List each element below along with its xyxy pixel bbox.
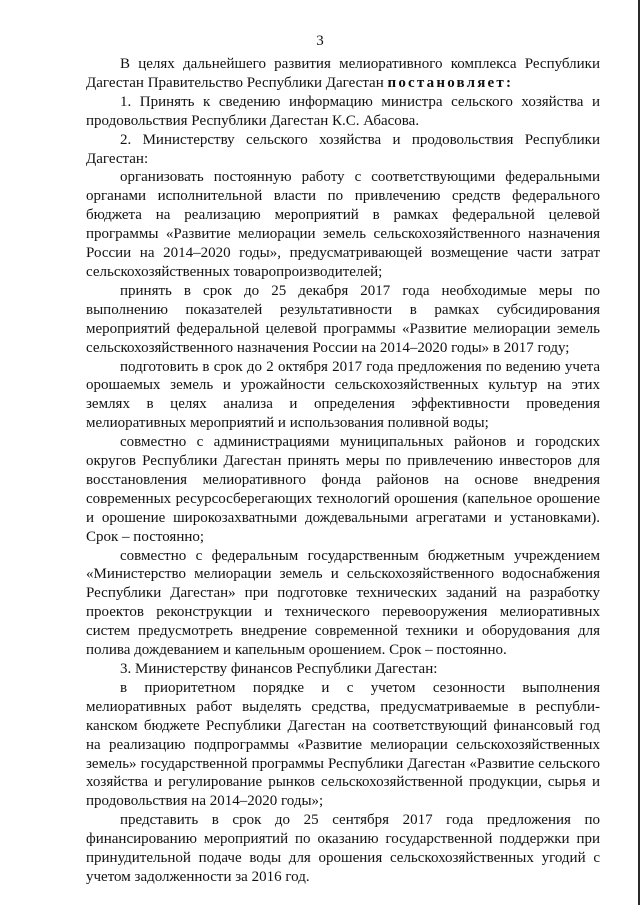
paragraph-item-1: 1. Принять к сведению информацию министра сельского хозяйства и продовольствия Республики Дагестан К.С. Абасова.	[86, 93, 600, 129]
paragraph-item-3: 3. Министерству финансов Республики Дагестан:	[120, 661, 438, 677]
document-body	[86, 55, 600, 887]
paragraph-item-2: 2. Министерству сельского хозяйства и продовольствия Республики Дагестан:	[86, 131, 600, 167]
paragraph-item-2-sub-2: принять в срок до 25 декабря 2017 года необходимые меры по выполнению показателей результативности в рамках субсидирования мероприятий федеральной целевой программы «Развитие мелиорации земель сельскохозяйственного назначения России на 2014–2020 годы» в 2017 году;	[86, 282, 600, 356]
resolution-keyword: постановляет:	[387, 74, 514, 91]
paragraph-item-2-sub-3: подготовить в срок до 2 октября 2017 года предложения по ведению учета орошаемых земель и урожайности сельскохозяйственных культур на этих землях в целях анализа и определения эффективности проведения мелиоративных мероприятий и использования поливной воды;	[86, 358, 600, 432]
paragraph-item-3-sub-2: представить в срок до 25 сентября 2017 года предложения по финансированию мероприятий по оказанию государственной поддержки при принудительной подаче воды для орошения сельскохозяйственных угодий с учетом задолженности за 2016 год.	[86, 812, 600, 885]
preamble-text: В целях дальнейшего развития мелиоративного комплекса Республики Дагестан Правительство Республики Дагестан	[86, 56, 600, 91]
paragraph-preamble	[86, 55, 600, 93]
paragraph-item-3-sub-1: в приоритетном порядке и с учетом сезонности выполнения мелиоративных работ выделять средства, предусматриваемые в республиканском бюджете Республики Дагестан на соответствующий финансовый год на реализацию подпрограммы «Развитие мелиорации сельскохозяйственных земель» государственной программы Республики Дагестан «Развитие сельского хозяйства и регулирование рынков сельскохозяйственной продукции, сырья и продовольствия на 2014–2020 годы»;	[86, 679, 600, 810]
page-number: 3	[316, 33, 324, 49]
paragraph-item-2-sub-1: организовать постоянную работу с соответствующими федеральными органами исполнительной власти по привлечению средств федерального бюджета на реализацию мероприятий в рамках федеральной целевой программы «Развитие мелиорации земель сельскохозяйственного назначения России на 2014–2020 годы», предусматривающей возмещение части затрат сельскохозяйственных товаропроизводителей;	[86, 169, 600, 280]
paragraph-item-2-sub-4: совместно с администрациями муниципальных районов и городских округов Республики Дагестан принять меры по привлечению инвесторов для восстановления мелиоративного фонда районов на основе внедрения современных ресурсосберегающих технологий орошения (капельное орошение и орошение широкозахватными дождевальными агрегатами и установками). Срок – постоянно;	[86, 434, 600, 545]
paragraph-item-2-sub-5: совместно с федеральным государственным бюджетным учреждением «Министерство мелиорации земель и сельскохозяйственного водоснабжения Республики Дагестан» при подготовке технических заданий на разработку проектов реконструкции и технического перевооружения мелиоративных систем предусмотреть внедрение современной техники и оборудования для полива дождеванием и капельным орошением. Срок – постоянно.	[86, 547, 600, 659]
